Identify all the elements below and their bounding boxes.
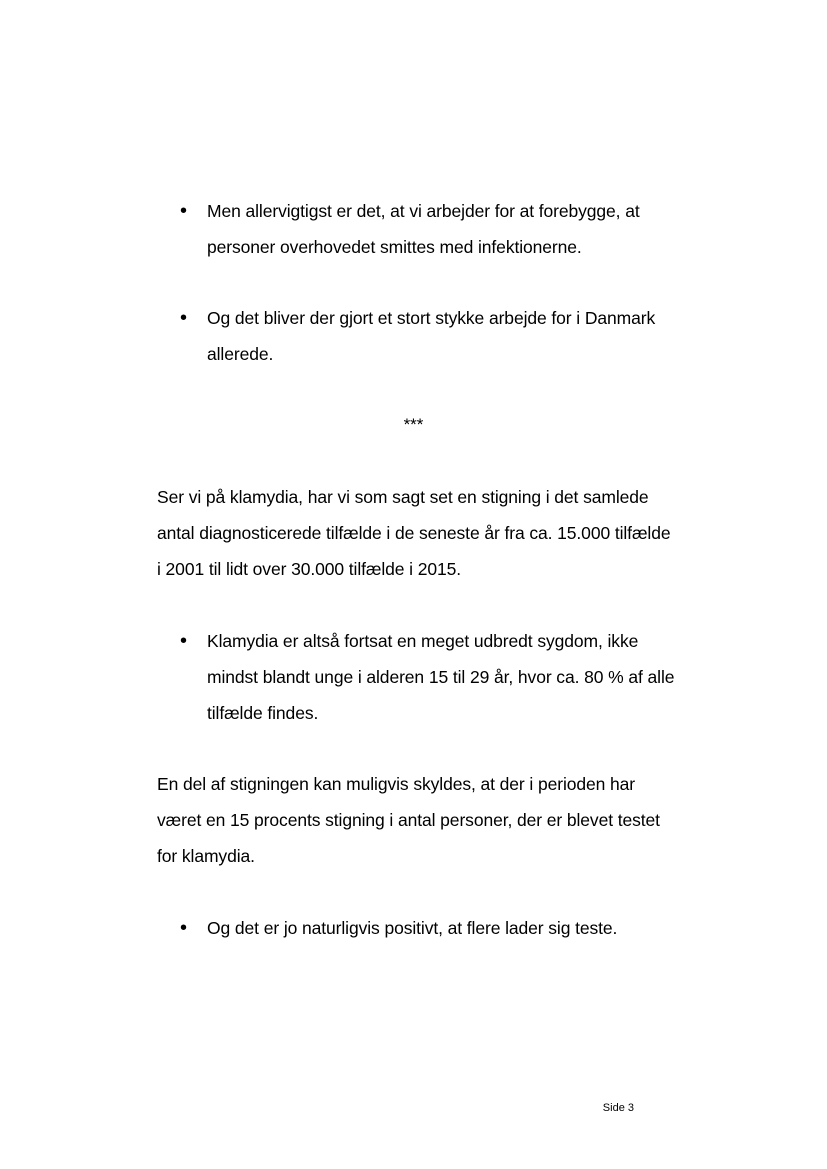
bullet-text: Og det bliver der gjort et stort stykke arbejde for i Danmark allerede. [207,308,656,364]
bullet-symbol: • [180,917,187,939]
section-separator: *** [403,415,424,434]
body-paragraph: Ser vi på klamydia, har vi som sagt set en stigning i det samlede antal diagnosticerede tilfælde i de seneste år fra ca. 15.000 tilfælde i 2001 til lidt over 30.000 tilfælde i 2015. [157,487,671,579]
bullet-symbol: • [180,200,187,222]
bullet-text: Klamydia er altså fortsat en meget udbredt sygdom, ikke mindst blandt unge i alderen 15 til 29 år, hvor ca. 80 % af alle tilfælde findes. [207,631,675,723]
body-paragraph: En del af stigningen kan muligvis skyldes, at der i perioden har været en 15 procents stigning i antal personer, der er blevet testet for klamydia. [157,774,660,866]
bullet-text: Og det er jo naturligvis positivt, at flere lader sig teste. [207,918,618,938]
bullet-symbol: • [180,630,187,652]
bullet-symbol: • [180,307,187,329]
page-number: Side 3 [602,1102,634,1114]
bullet-text: Men allervigtigst er det, at vi arbejder for at forebygge, at personer overhovedet smittes med infektionerne. [207,201,640,257]
